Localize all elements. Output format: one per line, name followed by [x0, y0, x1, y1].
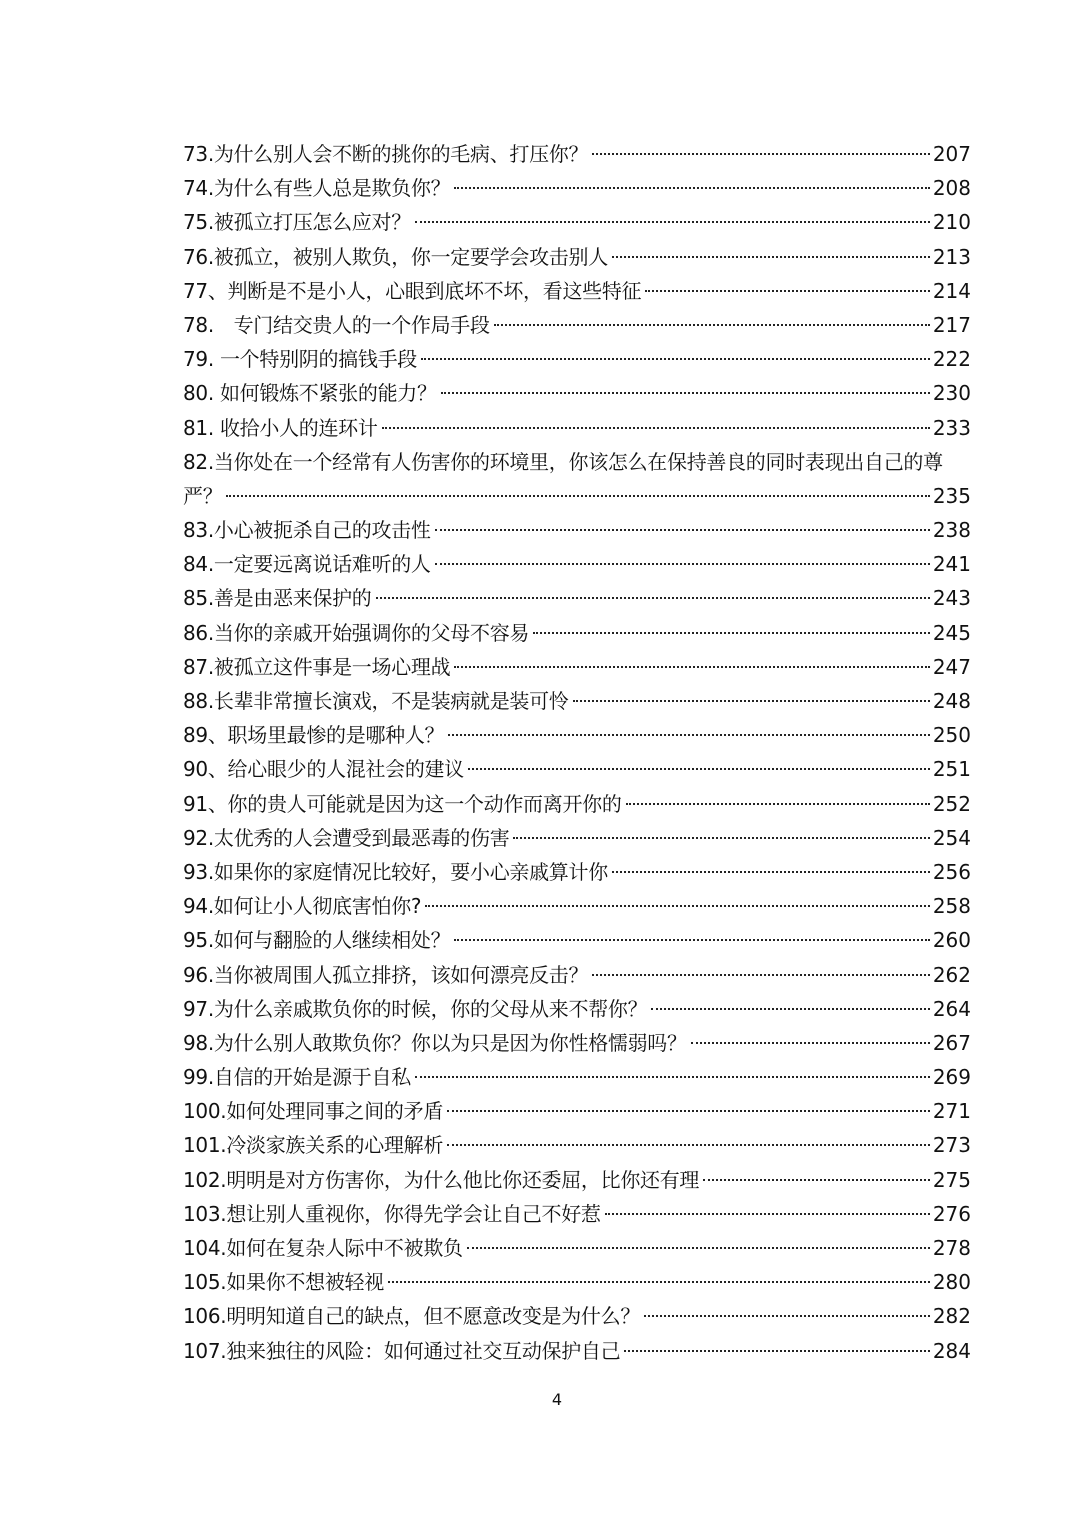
toc-entry[interactable]: [183, 650, 971, 684]
toc-entry[interactable]: [183, 1299, 971, 1333]
toc-entry[interactable]: [183, 718, 971, 752]
toc-entry-page: 269: [932, 1065, 971, 1090]
toc-entry[interactable]: [183, 684, 971, 718]
toc-entry-page: 271: [932, 1099, 971, 1124]
toc-entry-title: 74.为什么有些人总是欺负你？: [183, 176, 451, 201]
toc-entry[interactable]: [183, 445, 971, 513]
toc-entry[interactable]: [183, 547, 971, 581]
toc-entry-title: 85.善是由恶来保护的: [183, 586, 372, 611]
dot-leader: [454, 187, 930, 189]
toc-entry-page: 275: [932, 1167, 971, 1192]
dot-leader: [467, 1247, 930, 1249]
dot-leader: [573, 700, 930, 702]
toc-entry-title: 80. 如何锻炼不紧张的能力？: [183, 381, 437, 406]
page-number: 4: [551, 1390, 563, 1409]
toc-entry[interactable]: [183, 1060, 971, 1094]
toc-entry-page: 262: [932, 962, 971, 987]
toc-entry-page: 254: [932, 825, 971, 850]
toc-entry[interactable]: [183, 821, 971, 855]
toc-entry[interactable]: [183, 240, 971, 274]
toc-entry-page: 256: [932, 859, 971, 884]
dot-leader: [626, 803, 930, 805]
toc-entry-page: 251: [932, 757, 971, 782]
toc-entry-page: 245: [932, 620, 971, 645]
table-of-contents: [183, 137, 971, 1368]
toc-entry-page: 282: [932, 1304, 971, 1329]
toc-entry[interactable]: [183, 411, 971, 445]
toc-entry[interactable]: [183, 1128, 971, 1162]
toc-entry[interactable]: [183, 376, 971, 410]
toc-entry-page: 235: [932, 483, 971, 508]
toc-entry-title: 101.冷淡家族关系的心理解析: [183, 1133, 444, 1158]
dot-leader: [651, 1008, 930, 1010]
toc-entry-page: 250: [932, 723, 971, 748]
toc-entry-page: 213: [932, 244, 971, 269]
dot-leader: [454, 666, 930, 668]
dot-leader: [435, 563, 930, 565]
toc-entry[interactable]: [183, 1334, 971, 1368]
toc-entry-title: 98.为什么别人敢欺负你？你以为只是因为你性格懦弱吗？: [183, 1030, 687, 1055]
toc-entry-title: 97.为什么亲戚欺负你的时候，你的父母从来不帮你？: [183, 996, 648, 1021]
dot-leader: [226, 495, 929, 497]
dot-leader: [612, 256, 930, 258]
toc-entry-title: 99.自信的开始是源于自私: [183, 1065, 411, 1090]
dot-leader: [447, 1144, 930, 1146]
toc-entry[interactable]: [183, 855, 971, 889]
toc-entry-title: 79. 一个特别阴的搞钱手段: [183, 347, 417, 372]
dot-leader: [421, 358, 930, 360]
toc-entry[interactable]: [183, 992, 971, 1026]
toc-entry-title: 87.被孤立这件事是一场心理战: [183, 654, 451, 679]
toc-entry[interactable]: [183, 1094, 971, 1128]
dot-leader: [494, 324, 930, 326]
toc-entry-title: 93.如果你的家庭情况比较好，要小心亲戚算计你: [183, 859, 608, 884]
toc-entry-page: 207: [932, 142, 971, 166]
toc-entry-title: 96.当你被周围人孤立排挤，该如何漂亮反击？: [183, 962, 589, 987]
toc-entry[interactable]: [183, 1163, 971, 1197]
dot-leader: [376, 597, 930, 599]
dot-leader: [624, 1350, 929, 1352]
dot-leader: [448, 734, 930, 736]
toc-entry[interactable]: [183, 137, 971, 171]
toc-entry-page: 238: [932, 518, 971, 543]
dot-leader: [605, 1213, 930, 1215]
toc-entry[interactable]: [183, 1026, 971, 1060]
toc-entry-title: 107.独来独往的风险：如何通过社交互动保护自己: [183, 1338, 621, 1363]
toc-entry[interactable]: [183, 616, 971, 650]
toc-entry-title: 104.如何在复杂人际中不被欺负: [183, 1236, 463, 1260]
toc-entry-title: 89、职场里最惨的是哪种人？: [183, 723, 445, 748]
dot-leader: [435, 529, 930, 531]
dot-leader: [691, 1042, 930, 1044]
dot-leader: [382, 427, 930, 429]
dot-leader: [513, 837, 929, 839]
toc-entry-title: 77、判断是不是小人，心眼到底坏不坏，看这些特征: [183, 278, 642, 303]
toc-entry-title: 92.太优秀的人会遭受到最恶毒的伤害: [183, 825, 510, 850]
toc-entry-title: 83.小心被扼杀自己的攻击性: [183, 518, 431, 543]
toc-entry-title: 86.当你的亲戚开始强调你的父母不容易: [183, 620, 530, 645]
dot-leader: [447, 1110, 930, 1112]
dot-leader: [441, 392, 930, 394]
dot-leader: [592, 153, 930, 155]
toc-entry-page: 260: [932, 928, 971, 953]
toc-entry-title: 100.如何处理同事之间的矛盾: [183, 1099, 444, 1124]
toc-entry[interactable]: [183, 513, 971, 547]
toc-entry[interactable]: [183, 923, 971, 957]
toc-entry-title: 84.一定要远离说话难听的人: [183, 552, 431, 577]
toc-entry[interactable]: [183, 342, 971, 376]
dot-leader: [425, 905, 930, 907]
toc-entry-page: 233: [932, 415, 971, 440]
toc-entry-title: 103.想让别人重视你，你得先学会让自己不好惹: [183, 1201, 601, 1226]
toc-entry-title-continuation: 严？: [183, 483, 223, 508]
toc-entry[interactable]: [183, 1265, 971, 1299]
toc-entry-title: 88.长辈非常擅长演戏，不是装病就是装可怜: [183, 689, 569, 713]
toc-entry-title: 90、给心眼少的人混社会的建议: [183, 757, 464, 782]
toc-entry[interactable]: [183, 205, 971, 239]
toc-entry[interactable]: [183, 581, 971, 615]
toc-entry-title: 75.被孤立打压怎么应对？: [183, 210, 411, 235]
toc-entry-page: 278: [932, 1236, 971, 1260]
dot-leader: [415, 221, 930, 223]
toc-entry-page: 273: [932, 1133, 971, 1158]
toc-entry-page: 258: [932, 894, 971, 919]
toc-entry-page: 264: [932, 996, 971, 1021]
dot-leader: [592, 974, 930, 976]
toc-entry-title: 76.被孤立，被别人欺负，你一定要学会攻击别人: [183, 244, 608, 269]
toc-entry-page: 241: [932, 552, 971, 577]
toc-entry-title: 73.为什么别人会不断的挑你的毛病、打压你？: [183, 142, 589, 166]
toc-entry-title: 102.明明是对方伤害你，为什么他比你还委屈，比你还有理: [183, 1167, 700, 1192]
toc-entry-title: 106.明明知道自己的缺点，但不愿意改变是为什么？: [183, 1304, 641, 1329]
dot-leader: [468, 768, 930, 770]
toc-entry-page: 210: [932, 210, 971, 235]
toc-entry-title: 91、你的贵人可能就是因为这一个动作而离开你的: [183, 791, 622, 816]
dot-leader: [533, 632, 930, 634]
toc-entry-title: 82.当你处在一个经常有人伤害你的环境里，你该怎么在保持善良的同时表现出自己的尊: [183, 449, 943, 474]
dot-leader: [388, 1281, 930, 1283]
toc-entry-page: 248: [932, 689, 971, 713]
toc-entry-page: 217: [932, 312, 971, 337]
toc-entry-page: 280: [932, 1270, 971, 1295]
toc-entry-page: 247: [932, 654, 971, 679]
toc-entry-page: 208: [932, 176, 971, 201]
toc-entry-page: 243: [932, 586, 971, 611]
toc-entry-page: 267: [932, 1030, 971, 1055]
toc-entry-page: 214: [932, 278, 971, 303]
dot-leader: [645, 290, 930, 292]
toc-entry[interactable]: [183, 171, 971, 205]
toc-entry-page: 276: [932, 1201, 971, 1226]
toc-entry-page: 284: [932, 1338, 971, 1363]
toc-entry-title: 94.如何让小人彻底害怕你?: [183, 894, 422, 919]
toc-entry-title: 105.如果你不想被轻视: [183, 1270, 384, 1295]
toc-entry-title: 78. 专门结交贵人的一个作局手段: [183, 312, 490, 337]
dot-leader: [644, 1315, 930, 1317]
dot-leader: [454, 939, 930, 941]
toc-entry[interactable]: [183, 787, 971, 821]
toc-entry[interactable]: [183, 274, 971, 308]
toc-entry[interactable]: [183, 958, 971, 992]
toc-entry-title: 81. 收拾小人的连环计: [183, 415, 378, 440]
toc-entry-page: 230: [932, 381, 971, 406]
dot-leader: [612, 871, 930, 873]
toc-entry[interactable]: [183, 308, 971, 342]
toc-entry-page: 252: [932, 791, 971, 816]
dot-leader: [703, 1179, 930, 1181]
toc-entry[interactable]: [183, 1231, 971, 1265]
toc-entry-title: 95.如何与翻脸的人继续相处？: [183, 928, 451, 953]
dot-leader: [415, 1076, 930, 1078]
toc-entry-page: 222: [932, 347, 971, 372]
toc-entry[interactable]: [183, 1197, 971, 1231]
toc-entry[interactable]: [183, 752, 971, 786]
toc-entry[interactable]: [183, 889, 971, 923]
